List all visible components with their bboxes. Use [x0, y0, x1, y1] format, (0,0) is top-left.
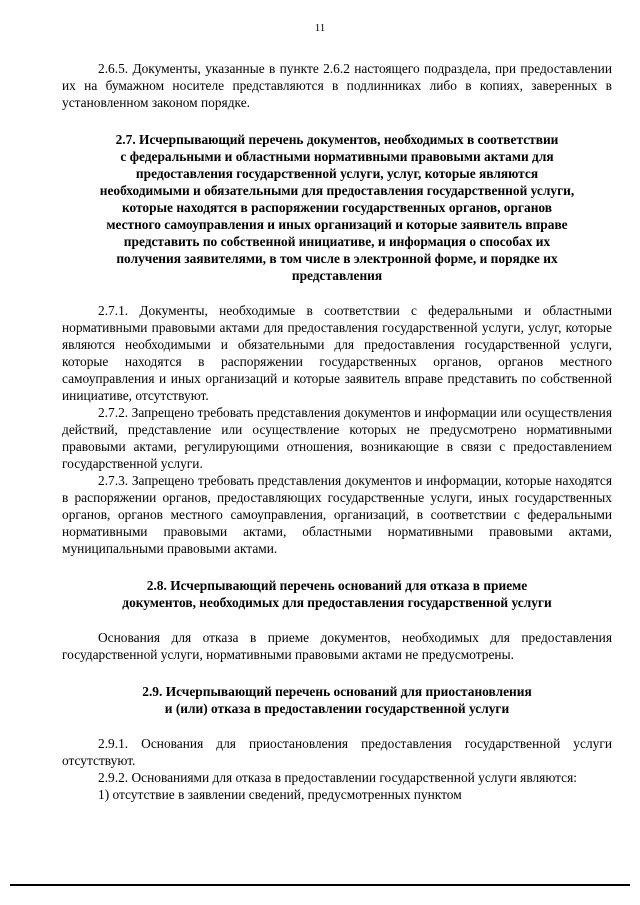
heading-line: 2.7. Исчерпывающий перечень документов, необходимых в соответствии: [115, 132, 559, 147]
paragraph-2-9-1: 2.9.1. Основания для приостановления предоставления государственной услуги отсутствуют.: [62, 736, 612, 768]
paragraph-2-9-2: 2.9.2. Основаниями для отказа в предоставлении государственной услуги являются:: [98, 770, 577, 785]
heading-line: 2.9. Исчерпывающий перечень оснований для приостановления: [142, 684, 532, 699]
paragraph-2-7-1: 2.7.1. Документы, необходимые в соответствии с федеральными и областными нормативными правовыми актами для предоставления государственной услуги, услуг, которые являются необходимыми и обязательными для предоставления государственной услуги, которые находятся в распоряжении государственных органов, органов местного самоуправления и иных организаций и которые заявитель вправе представить по собственной инициативе, отсутствуют.: [62, 303, 612, 403]
heading-line: предоставления государственной услуги, услуг, которые являются: [135, 166, 539, 181]
heading-line: 2.8. Исчерпывающий перечень оснований для отказа в приеме: [146, 578, 528, 593]
heading-line: документов, необходимых для предоставления государственной услуги: [122, 595, 552, 610]
heading-line: которые находятся в распоряжении государственных органов, органов: [121, 200, 553, 215]
paragraph-2-8: Основания для отказа в приеме документов, необходимых для предоставления государственной услуги, нормативными правовыми актами не предусмотрены.: [62, 630, 612, 662]
page-number: 11: [314, 22, 326, 34]
section-heading-2-9: [62, 683, 612, 717]
bottom-rule: [10, 884, 630, 886]
section-heading-2-7: [62, 131, 612, 284]
heading-line: и (или) отказа в предоставлении государственной услуги: [164, 701, 510, 716]
section-heading-2-8: [62, 577, 612, 611]
paragraph-2-6-5: 2.6.5. Документы, указанные в пункте 2.6.2 настоящего подраздела, при предоставлении их на бумажном носителе представляются в подлинниках либо в копиях, заверенных в установленном законом порядке.: [62, 61, 612, 110]
paragraph-2-7-2: 2.7.2. Запрещено требовать представления документов и информации или осуществления действий, представление или осуществление которых не предусмотрено нормативными правовыми актами, регулирующими отношения, возникающие в связи с предоставлением государственной услуги.: [62, 405, 612, 471]
heading-line: получения заявителями, в том числе в электронной форме, и порядке их: [116, 251, 558, 266]
heading-line: представить по собственной инициативе, и информация о способах их: [123, 234, 551, 249]
paragraph-2-9-2-item-1: 1) отсутствие в заявлении сведений, предусмотренных пунктом: [98, 787, 462, 802]
heading-line: необходимыми и обязательными для предоставления государственной услуги,: [99, 183, 575, 198]
paragraph-2-7-3: 2.7.3. Запрещено требовать представления документов и информации, которые находятся в распоряжении органов, предоставляющих государственные услуги, иных государственных органов, органов местного самоуправления, организаций, в соответствии с федеральными нормативными правовыми актами, областными нормативными правовыми актами, муниципальными правовыми актами.: [62, 473, 612, 556]
heading-line: с федеральными и областными нормативными правовыми актами для: [120, 149, 554, 164]
heading-line: представления: [291, 268, 383, 283]
heading-line: местного самоуправления и иных организаций и которые заявитель вправе: [106, 217, 568, 232]
document-body: [62, 60, 612, 803]
